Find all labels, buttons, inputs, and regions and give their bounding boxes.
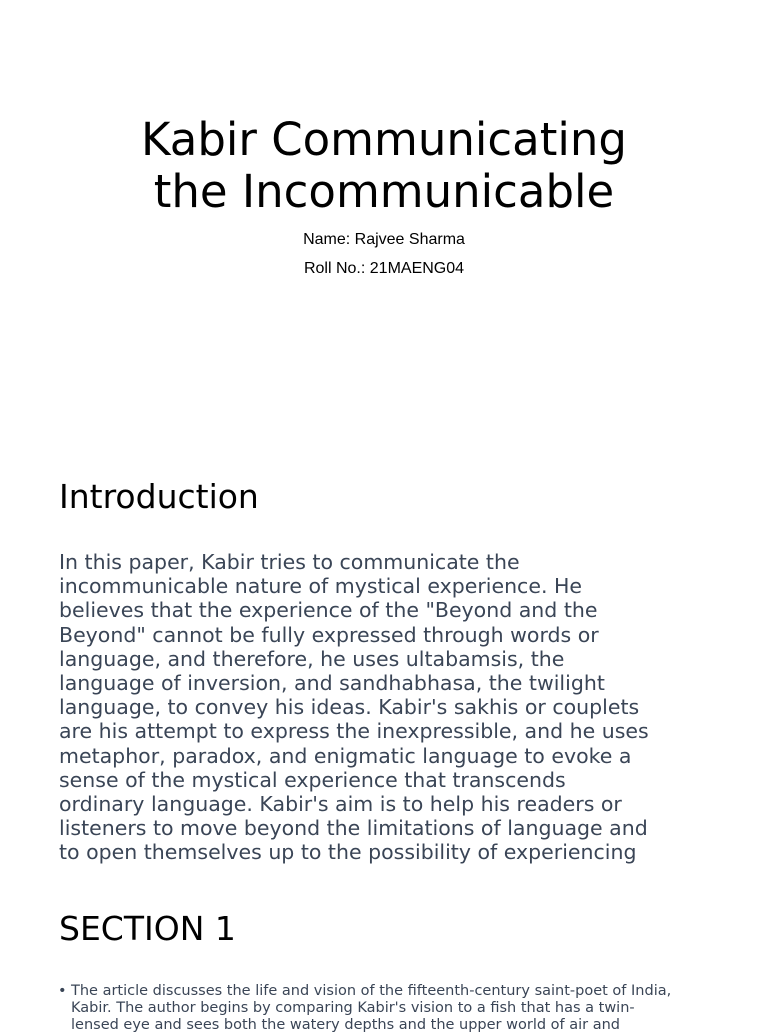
introduction-body [59, 550, 719, 865]
slide-title-line-2: the Incommunicable [153, 165, 615, 218]
introduction-line: sense of the mystical experience that transcends [59, 767, 566, 792]
bullet-text [71, 983, 718, 1034]
introduction-line: language of inversion, and sandhabhasa, the twilight [59, 671, 605, 696]
section-1-heading: SECTION 1 [59, 909, 236, 948]
introduction-heading: Introduction [59, 477, 259, 516]
introduction-line: language, and therefore, he uses ultabamsis, the [59, 646, 565, 671]
introduction-line: to open themselves up to the possibility of experiencing [59, 840, 637, 865]
bullet-line: Kabir. The author begins by comparing Kabir's vision to a fish that has a twin- [71, 1000, 635, 1016]
bullet-line: The article discusses the life and vision of the fifteenth-century saint-poet of India, [71, 983, 672, 999]
introduction-line: metaphor, paradox, and enigmatic language to evoke a [59, 743, 632, 768]
introduction-line: In this paper, Kabir tries to communicate the [59, 550, 520, 574]
introduction-line: Beyond" cannot be fully expressed through words or [59, 622, 599, 647]
slide-title-line-1: Kabir Communicating [141, 113, 627, 166]
list-item [58, 983, 718, 1034]
section-1-bullet-list [58, 983, 718, 1034]
roll-number: Roll No.: 21MAENG04 [303, 260, 465, 277]
introduction-line: believes that the experience of the "Beyond and the [59, 598, 598, 623]
bullet-icon: • [58, 983, 67, 999]
introduction-line: language, to convey his ideas. Kabir's sakhis or couplets [59, 695, 640, 720]
author-name: Name: Rajvee Sharma [303, 231, 465, 248]
introduction-line: incommunicable nature of mystical experience. He [59, 574, 583, 599]
bullet-line: lensed eye and sees both the watery depths and the upper world of air and [71, 1017, 621, 1033]
introduction-line: ordinary language. Kabir's aim is to help his readers or [59, 792, 622, 817]
introduction-line: listeners to move beyond the limitations of language and [59, 816, 648, 841]
introduction-line: are his attempt to express the inexpressible, and he uses [59, 719, 649, 744]
slide-title [0, 114, 768, 218]
